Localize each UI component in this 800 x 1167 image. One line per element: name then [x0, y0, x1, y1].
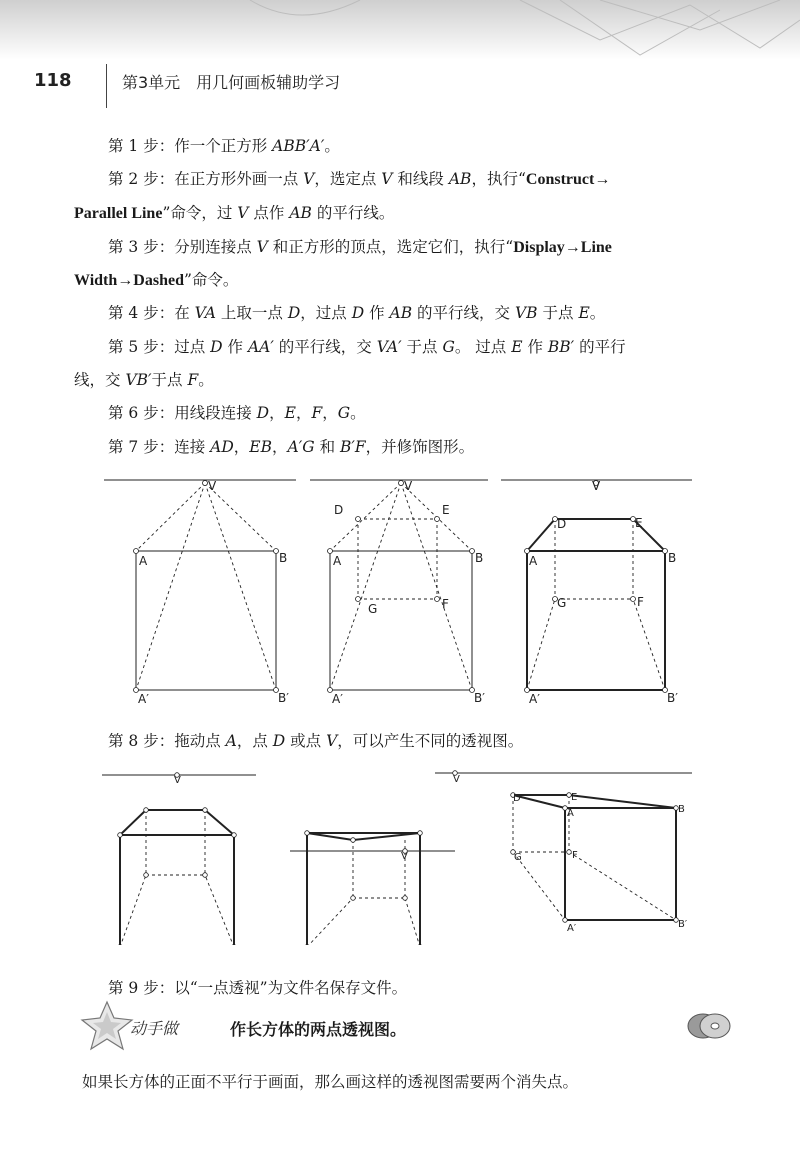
construction-figures: [0, 470, 800, 715]
label-a: A: [567, 808, 574, 819]
label-g: G: [514, 852, 522, 863]
step-6: 第 6 步：用线段连接 D，E，F，G。: [108, 404, 366, 422]
label-f: F: [442, 597, 449, 611]
label-b: B: [475, 551, 484, 565]
label-b-prime: B′: [474, 691, 485, 705]
header-divider: [106, 64, 107, 108]
label-a: A: [529, 554, 538, 568]
label-a: A: [333, 554, 342, 568]
label-v: V: [404, 479, 413, 493]
activity-badge: [80, 1000, 220, 1054]
label-e: E: [635, 516, 643, 530]
step-9: 第 9 步：以“一点透视”为文件名保存文件。: [108, 979, 408, 997]
chapter-title: 第3单元 用几何画板辅助学习: [122, 73, 341, 92]
activity-body: 如果长方体的正面不平行于画面，那么画这样的透视图需要两个消失点。: [82, 1073, 579, 1091]
label-g: G: [368, 602, 378, 616]
label-d: D: [334, 503, 344, 517]
label-e: E: [442, 503, 450, 517]
variation-figures: [0, 765, 800, 945]
step-2: 第 2 步：在正方形外画一点 V，选定点 V 和线段 AB，执行“Construct→: [108, 170, 611, 188]
step-3-cont: Width→Dashed”命令。: [74, 271, 239, 289]
step-7: 第 7 步：连接 AD，EB，A′G 和 B′F，并修饰图形。: [108, 438, 475, 456]
label-f: F: [572, 850, 578, 861]
label-a-prime: A′: [529, 692, 540, 706]
label-g: G: [557, 596, 567, 610]
star-icon: [82, 1002, 132, 1049]
disc-icon: [685, 1010, 733, 1042]
page-number: 118: [34, 70, 72, 91]
step-5-cont: 线，交 VB′于点 F。: [74, 371, 214, 389]
step-1: 第 1 步：作一个正方形 ABB′A′。: [108, 137, 340, 155]
label-b: B: [279, 551, 288, 565]
label-e: E: [571, 792, 578, 803]
label-a-prime: A′: [138, 692, 149, 706]
label-v: V: [208, 479, 217, 493]
step-8: 第 8 步：拖动点 A，点 D 或点 V，可以产生不同的透视图。: [108, 732, 524, 750]
label-b-prime: B′: [278, 691, 289, 705]
step-4: 第 4 步：在 VA 上取一点 D，过点 D 作 AB 的平行线，交 VB 于点 E。: [108, 304, 606, 322]
header-decoration: [0, 0, 800, 60]
label-v: V: [174, 775, 181, 786]
activity-badge-text: 动手做: [130, 1019, 179, 1038]
step-2-cont: Parallel Line”命令，过 V 点作 AB 的平行线。: [74, 204, 395, 222]
label-v: V: [592, 479, 601, 493]
label-a-prime: A′: [567, 923, 577, 934]
label-a-prime: A′: [332, 692, 343, 706]
label-b-prime: B′: [678, 919, 688, 930]
label-b-prime: B′: [667, 691, 678, 705]
label-d: D: [513, 793, 521, 804]
label-v: V: [401, 851, 408, 862]
label-b: B: [678, 804, 685, 815]
label-d: D: [557, 517, 567, 531]
label-a: A: [139, 554, 148, 568]
label-f: F: [637, 595, 644, 609]
label-v: V: [453, 774, 460, 785]
step-5: 第 5 步：过点 D 作 AA′ 的平行线，交 VA′ 于点 G。 过点 E 作 BB′ 的平行: [108, 338, 626, 356]
label-b: B: [668, 551, 677, 565]
activity-title: 作长方体的两点透视图。: [230, 1020, 407, 1039]
step-3: 第 3 步：分别连接点 V 和正方形的顶点，选定它们，执行“Display→Line: [108, 238, 612, 256]
